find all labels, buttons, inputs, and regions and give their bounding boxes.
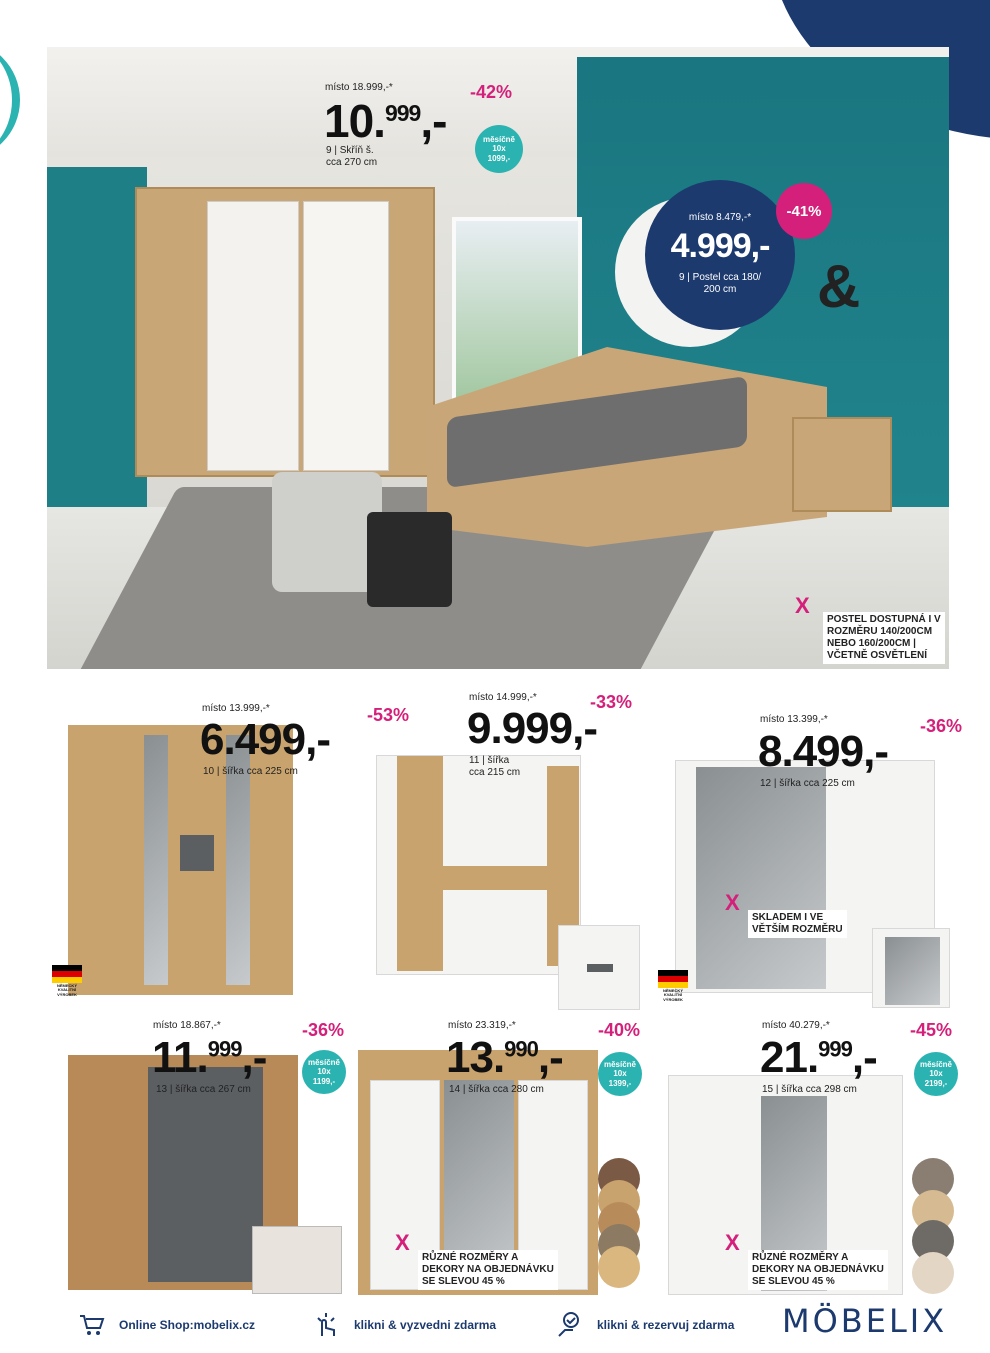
product-14-desc: 14 | šířka cca 280 cm (449, 1084, 544, 1095)
shop-link[interactable]: mobelix.cz (193, 1318, 256, 1332)
product-10-was-price: místo 13.999,-* (202, 703, 270, 714)
made-in-germany-badge: NĚMECKÝ KVALITNÍ VÝROBEK (658, 970, 688, 1004)
hero-wardrobe-price: 10.$^{999}$,- (324, 95, 447, 147)
product-10-price: 6.499,- (200, 715, 330, 764)
product-11-price: 9.999,- (467, 704, 597, 753)
hero-wardrobe (135, 187, 435, 477)
ampersand-decor: & (817, 253, 861, 320)
pouf (272, 472, 382, 592)
hero-bed-price-badge: místo 8.479,-* 4.999,- 9 | Postel cca 180/ 200 cm (645, 180, 795, 330)
x-mark: X (725, 890, 740, 915)
product-15-monthly-badge: měsíčně 10x 2199,- (914, 1052, 958, 1096)
shopping-cart-icon (75, 1308, 109, 1342)
product-13-desc: 13 | šířka cca 267 cm (156, 1084, 251, 1095)
hand-tap-icon (310, 1308, 344, 1342)
x-mark: X (795, 593, 810, 618)
product-12-discount: -36% (920, 716, 963, 736)
decor-swatch (912, 1252, 954, 1294)
footer-pickup[interactable]: klikni & vyzvedni zdarma (310, 1308, 496, 1342)
hero-wardrobe-monthly-badge: měsíčně 10x 1099,- (475, 125, 523, 173)
product-14-price: 13.$^{990}$,- (446, 1033, 563, 1082)
wardrobe-11-image (376, 755, 581, 975)
product-15-was-price: místo 40.279,-* (762, 1020, 830, 1031)
product-14-note: RŮZNÉ ROZMĚRY A DEKORY NA OBJEDNÁVKU SE SLEVOU 45 % (418, 1250, 558, 1290)
product-15-discount: -45% (910, 1020, 953, 1040)
made-in-germany-badge: NĚMECKÝ KVALITNÍ VÝROBEK (52, 965, 82, 999)
product-14-discount: -40% (598, 1020, 641, 1040)
product-12-price: 8.499,- (758, 727, 888, 776)
hand-check-icon (553, 1308, 587, 1342)
product-13-discount: -36% (302, 1020, 345, 1040)
product-14-was-price: místo 23.319,-* (448, 1020, 516, 1031)
x-mark: X (725, 1230, 740, 1255)
product-10-desc: 10 | šířka cca 225 cm (203, 766, 298, 777)
side-decoration (0, 40, 20, 160)
hero-wardrobe-discount: -42% (470, 82, 513, 102)
product-12-desc: 12 | šířka cca 225 cm (760, 778, 855, 789)
product-11-discount: -33% (590, 692, 633, 712)
wardrobe-13-interior (252, 1226, 342, 1294)
product-11-desc: 11 | šířka cca 215 cm (469, 755, 521, 778)
hero-bed-note: POSTEL DOSTUPNÁ I V ROZMĚRU 140/200CM NEBO 160/200CM | VČETNĚ OSVĚTLENÍ (823, 612, 945, 664)
product-15-note: RŮZNÉ ROZMĚRY A DEKORY NA OBJEDNÁVKU SE SLEVOU 45 % (748, 1250, 888, 1290)
product-15-desc: 15 | šířka cca 298 cm (762, 1084, 857, 1095)
wardrobe-12-variant (872, 928, 950, 1008)
product-11-was-price: místo 14.999,-* (469, 692, 537, 703)
product-13-price: 11.$^{999}$,- (152, 1033, 267, 1082)
basket (367, 512, 452, 607)
product-13-monthly-badge: měsíčně 10x 1199,- (302, 1050, 346, 1094)
product-12-note: SKLADEM I VE VĚTŠÍM ROZMĚRU (748, 910, 847, 938)
decor-swatch (598, 1246, 640, 1288)
hero-bed-discount: -41% (776, 183, 832, 239)
hero-wardrobe-desc: 9 | Skříň š. cca 270 cm (326, 145, 378, 168)
hero-wardrobe-was-price: místo 18.999,-* (325, 82, 393, 93)
nightstand (792, 417, 892, 512)
product-13-was-price: místo 18.867,-* (153, 1020, 221, 1031)
footer-reserve[interactable]: klikni & rezervuj zdarma (553, 1308, 734, 1342)
x-mark: X (395, 1230, 410, 1255)
product-14-monthly-badge: měsíčně 10x 1399,- (598, 1052, 642, 1096)
footer-online-shop[interactable]: Online Shop: mobelix.cz (75, 1308, 255, 1342)
wardrobe-11-variant (558, 925, 640, 1010)
product-12-was-price: místo 13.399,-* (760, 714, 828, 725)
mobelix-logo: MÖBELIX (782, 1302, 948, 1340)
product-15-price: 21.$^{999}$,- (760, 1033, 877, 1082)
product-10-discount: -53% (367, 705, 410, 725)
